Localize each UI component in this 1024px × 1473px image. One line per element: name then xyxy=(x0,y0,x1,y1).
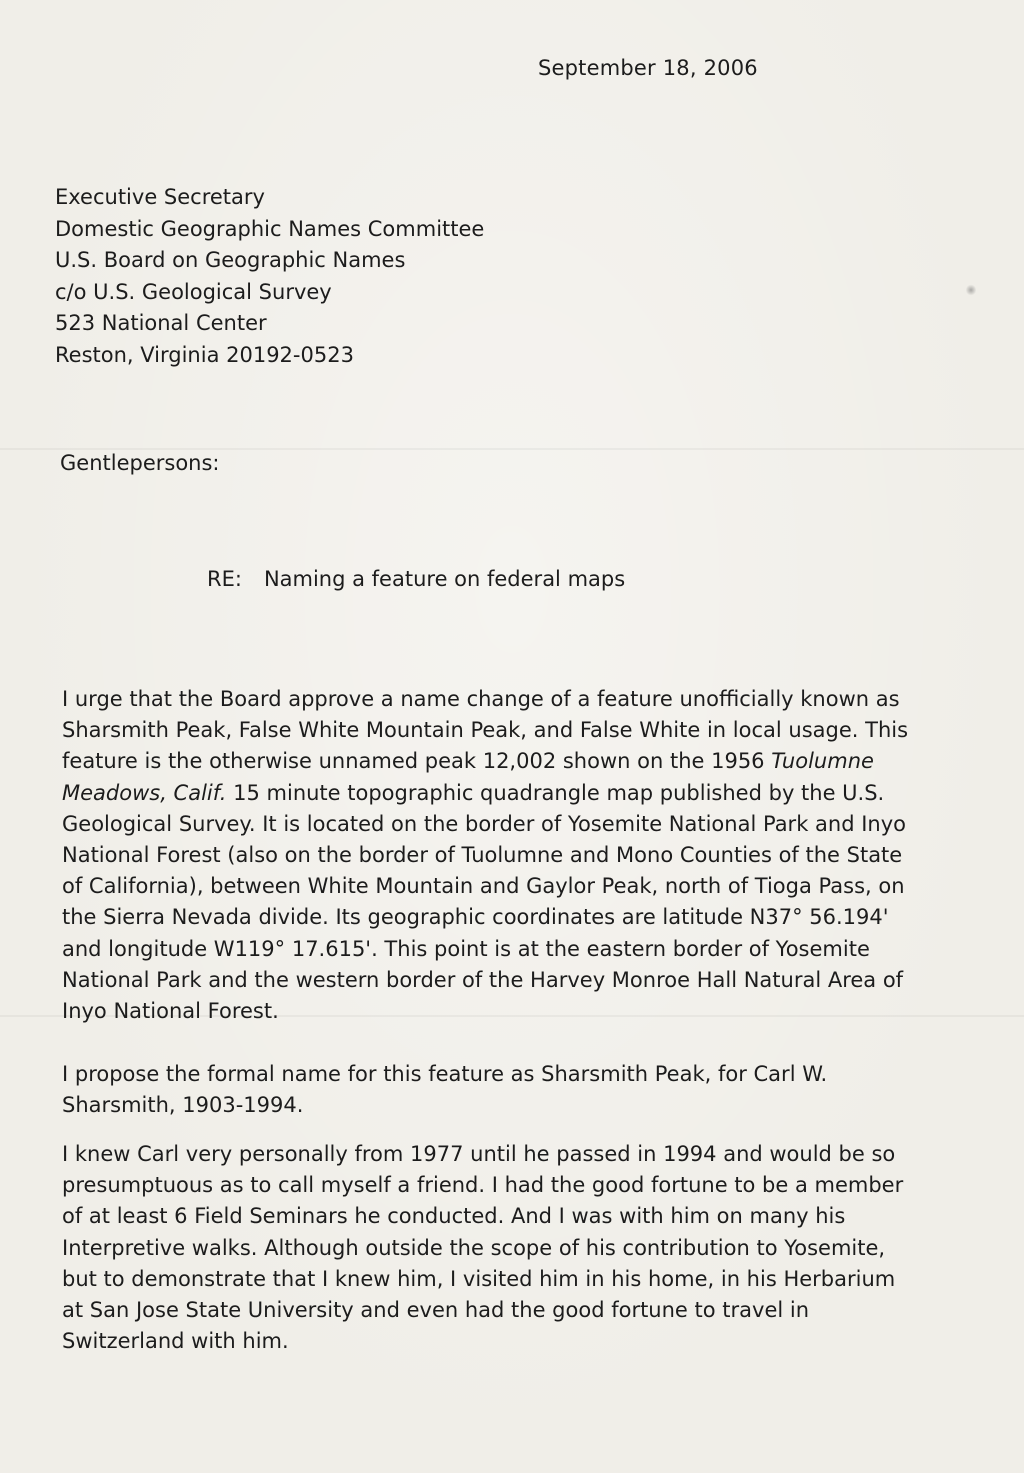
line-text: feature is the otherwise unnamed peak 12,002 shown on the 1956 xyxy=(62,749,772,774)
paragraph-line: and longitude W119° 17.615'. This point is at the eastern border of Yosemite xyxy=(62,936,870,961)
paragraph-line: Sharsmith, 1903-1994. xyxy=(62,1093,304,1118)
salutation: Gentlepersons: xyxy=(60,451,220,475)
paragraph-line: I propose the formal name for this feature as Sharsmith Peak, for Carl W. xyxy=(62,1062,828,1086)
line-text: 15 minute topographic quadrangle map published by the U.S. xyxy=(226,780,885,805)
paragraph-line: but to demonstrate that I knew him, I visited him in his home, in his Herbarium xyxy=(62,1266,896,1291)
letter-date: September 18, 2006 xyxy=(538,56,758,80)
subject-label: RE: xyxy=(207,567,242,591)
map-title-italic: Meadows, Calif. xyxy=(62,780,227,805)
address-line: Executive Secretary xyxy=(55,185,265,209)
subject-line xyxy=(207,567,625,591)
address-line: Reston, Virginia 20192-0523 xyxy=(55,342,354,367)
subject-text: Naming a feature on federal maps xyxy=(263,567,626,591)
paragraph-line: National Park and the western border of the Harvey Monroe Hall Natural Area of xyxy=(62,967,904,992)
address-line: U.S. Board on Geographic Names xyxy=(55,248,406,273)
paper-fold-line xyxy=(0,448,1024,450)
body-paragraph-3 xyxy=(62,1139,952,1357)
paragraph-line: Geological Survey. It is located on the border of Yosemite National Park and Inyo xyxy=(62,811,906,836)
paragraph-line xyxy=(62,778,952,809)
paragraph-line: National Forest (also on the border of Tuolumne and Mono Counties of the State xyxy=(62,843,903,868)
body-paragraph-1 xyxy=(62,684,952,1027)
paragraph-line: at San Jose State University and even had the good fortune to travel in xyxy=(62,1298,810,1323)
paragraph-line: of California), between White Mountain and Gaylor Peak, north of Tioga Pass, on xyxy=(62,874,905,899)
address-line: c/o U.S. Geological Survey xyxy=(55,279,332,304)
paragraph-line: Inyo National Forest. xyxy=(62,999,279,1024)
paragraph-line: Interpretive walks. Although outside the scope of his contribution to Yosemite, xyxy=(62,1235,886,1260)
ink-smudge xyxy=(966,284,976,296)
paragraph-line: Sharsmith Peak, False White Mountain Peak, and False White in local usage. This xyxy=(62,718,909,743)
paragraph-line: I urge that the Board approve a name change of a feature unofficially known as xyxy=(62,687,900,711)
recipient-address xyxy=(55,182,484,372)
paragraph-line: the Sierra Nevada divide. Its geographic coordinates are latitude N37° 56.194' xyxy=(62,905,889,930)
paragraph-line xyxy=(62,746,952,777)
paragraph-line: presumptuous as to call myself a friend. I had the good fortune to be a member xyxy=(62,1173,904,1198)
body-paragraph-2 xyxy=(62,1059,952,1121)
paragraph-line: Switzerland with him. xyxy=(62,1329,289,1354)
paragraph-line: of at least 6 Field Seminars he conducted. And I was with him on many his xyxy=(62,1204,846,1229)
address-line: 523 National Center xyxy=(55,311,267,336)
paragraph-line: I knew Carl very personally from 1977 until he passed in 1994 and would be so xyxy=(62,1142,896,1166)
map-title-italic: Tuolumne xyxy=(771,749,874,774)
address-line: Domestic Geographic Names Committee xyxy=(55,216,485,241)
